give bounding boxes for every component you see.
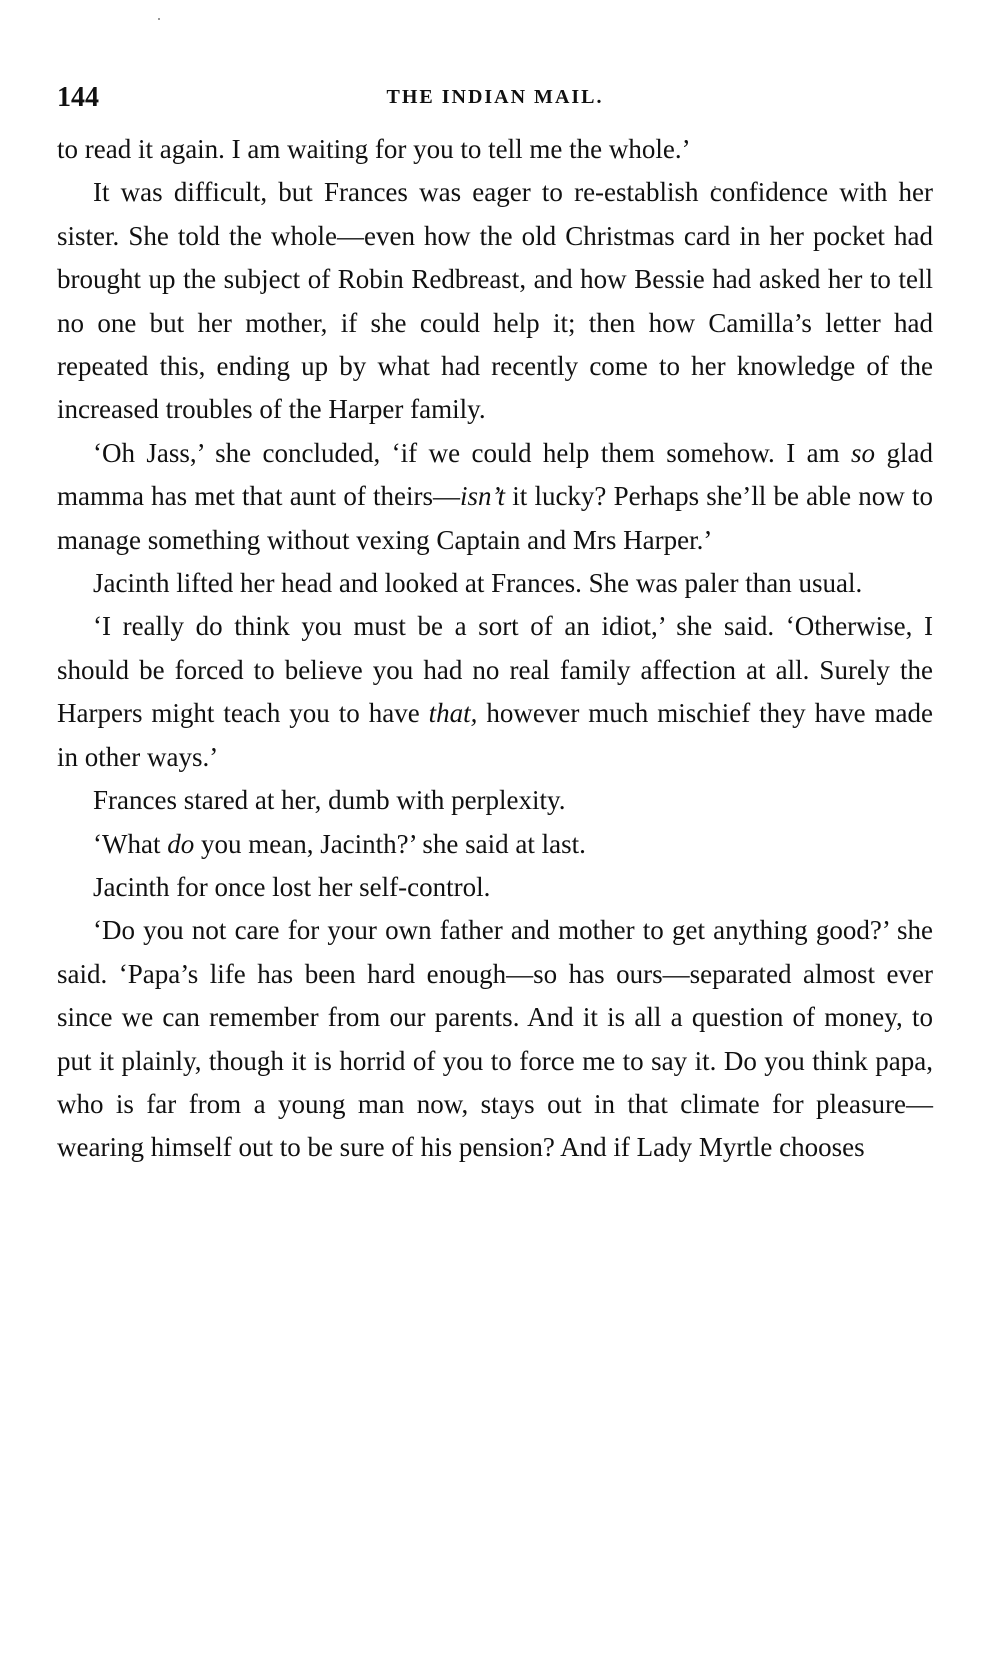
text-run: Jacinth lifted her head and looked at Frances. She was paler than usual.: [93, 568, 863, 599]
paragraph: [57, 823, 933, 866]
italic-text: isn’t: [460, 481, 506, 512]
body-text: [57, 128, 933, 1170]
page-number: 144: [57, 82, 99, 113]
page-header: [57, 72, 933, 120]
text-run: ‘I really do think you must be a sort of an idiot,’ she said. ‘Otherwise, I should be forced to believe you had no real family affection at all. Surely the Harpers might teach you to have: [57, 611, 933, 729]
paragraph: [57, 605, 933, 779]
italic-text: so: [851, 437, 876, 468]
text-run: ‘What: [93, 828, 168, 859]
paper-speck: [158, 18, 160, 20]
text-run: to read it again. I am waiting for you to tell me the whole.’: [57, 134, 691, 164]
paragraph: [57, 128, 933, 171]
running-title: THE INDIAN MAIL.: [386, 86, 604, 108]
book-page: [57, 72, 933, 1170]
text-run: you mean, Jacinth?’ she said at last.: [194, 828, 586, 859]
paragraph: [57, 779, 933, 822]
paragraph: [57, 909, 933, 1169]
italic-text: do: [167, 828, 195, 859]
text-run: It was difficult, but Frances was eager to re-establish confidence with her sister. She told the whole—even how the old Christmas card in her pocket had brought up the subject of Robin Redbreast, and how Bessie had asked her to tell no one but her mother, if she could help it; then how Camilla’s letter had repeated this, ending up by what had recently come to her knowledge of the increased troubles of the Harper family.: [57, 177, 933, 425]
text-run: ‘Do you not care for your own father and mother to get anything good?’ she said. ‘Papa’s life has been hard enough—so has ours—separated almost ever since we can remember from our parents. And it is all a question of money, to put it plainly, though it is horrid of you to force me to say it. Do you think papa, who is far from a young man now, stays out in that climate for pleasure—wearing himself out to be sure of his pension? And if Lady Myrtle chooses: [57, 915, 933, 1163]
italic-text: that,: [428, 698, 478, 729]
text-run: ‘Oh Jass,’ she concluded, ‘if we could help them somehow. I am: [93, 437, 852, 468]
text-run: however much mischief they have made in other ways.’: [57, 698, 933, 772]
text-run: Jacinth for once lost her self-control.: [93, 871, 491, 902]
paragraph: [57, 171, 933, 431]
text-run: Frances stared at her, dumb with perplexity.: [93, 785, 566, 816]
paragraph: [57, 432, 933, 562]
paragraph: [57, 866, 933, 909]
text-run: it lucky? Perhaps she’ll be able now to manage something without vexing Captain and Mrs Harper.’: [57, 481, 933, 555]
text-run: glad mamma has met that aunt of theirs—: [57, 437, 933, 512]
paragraph: [57, 562, 933, 605]
